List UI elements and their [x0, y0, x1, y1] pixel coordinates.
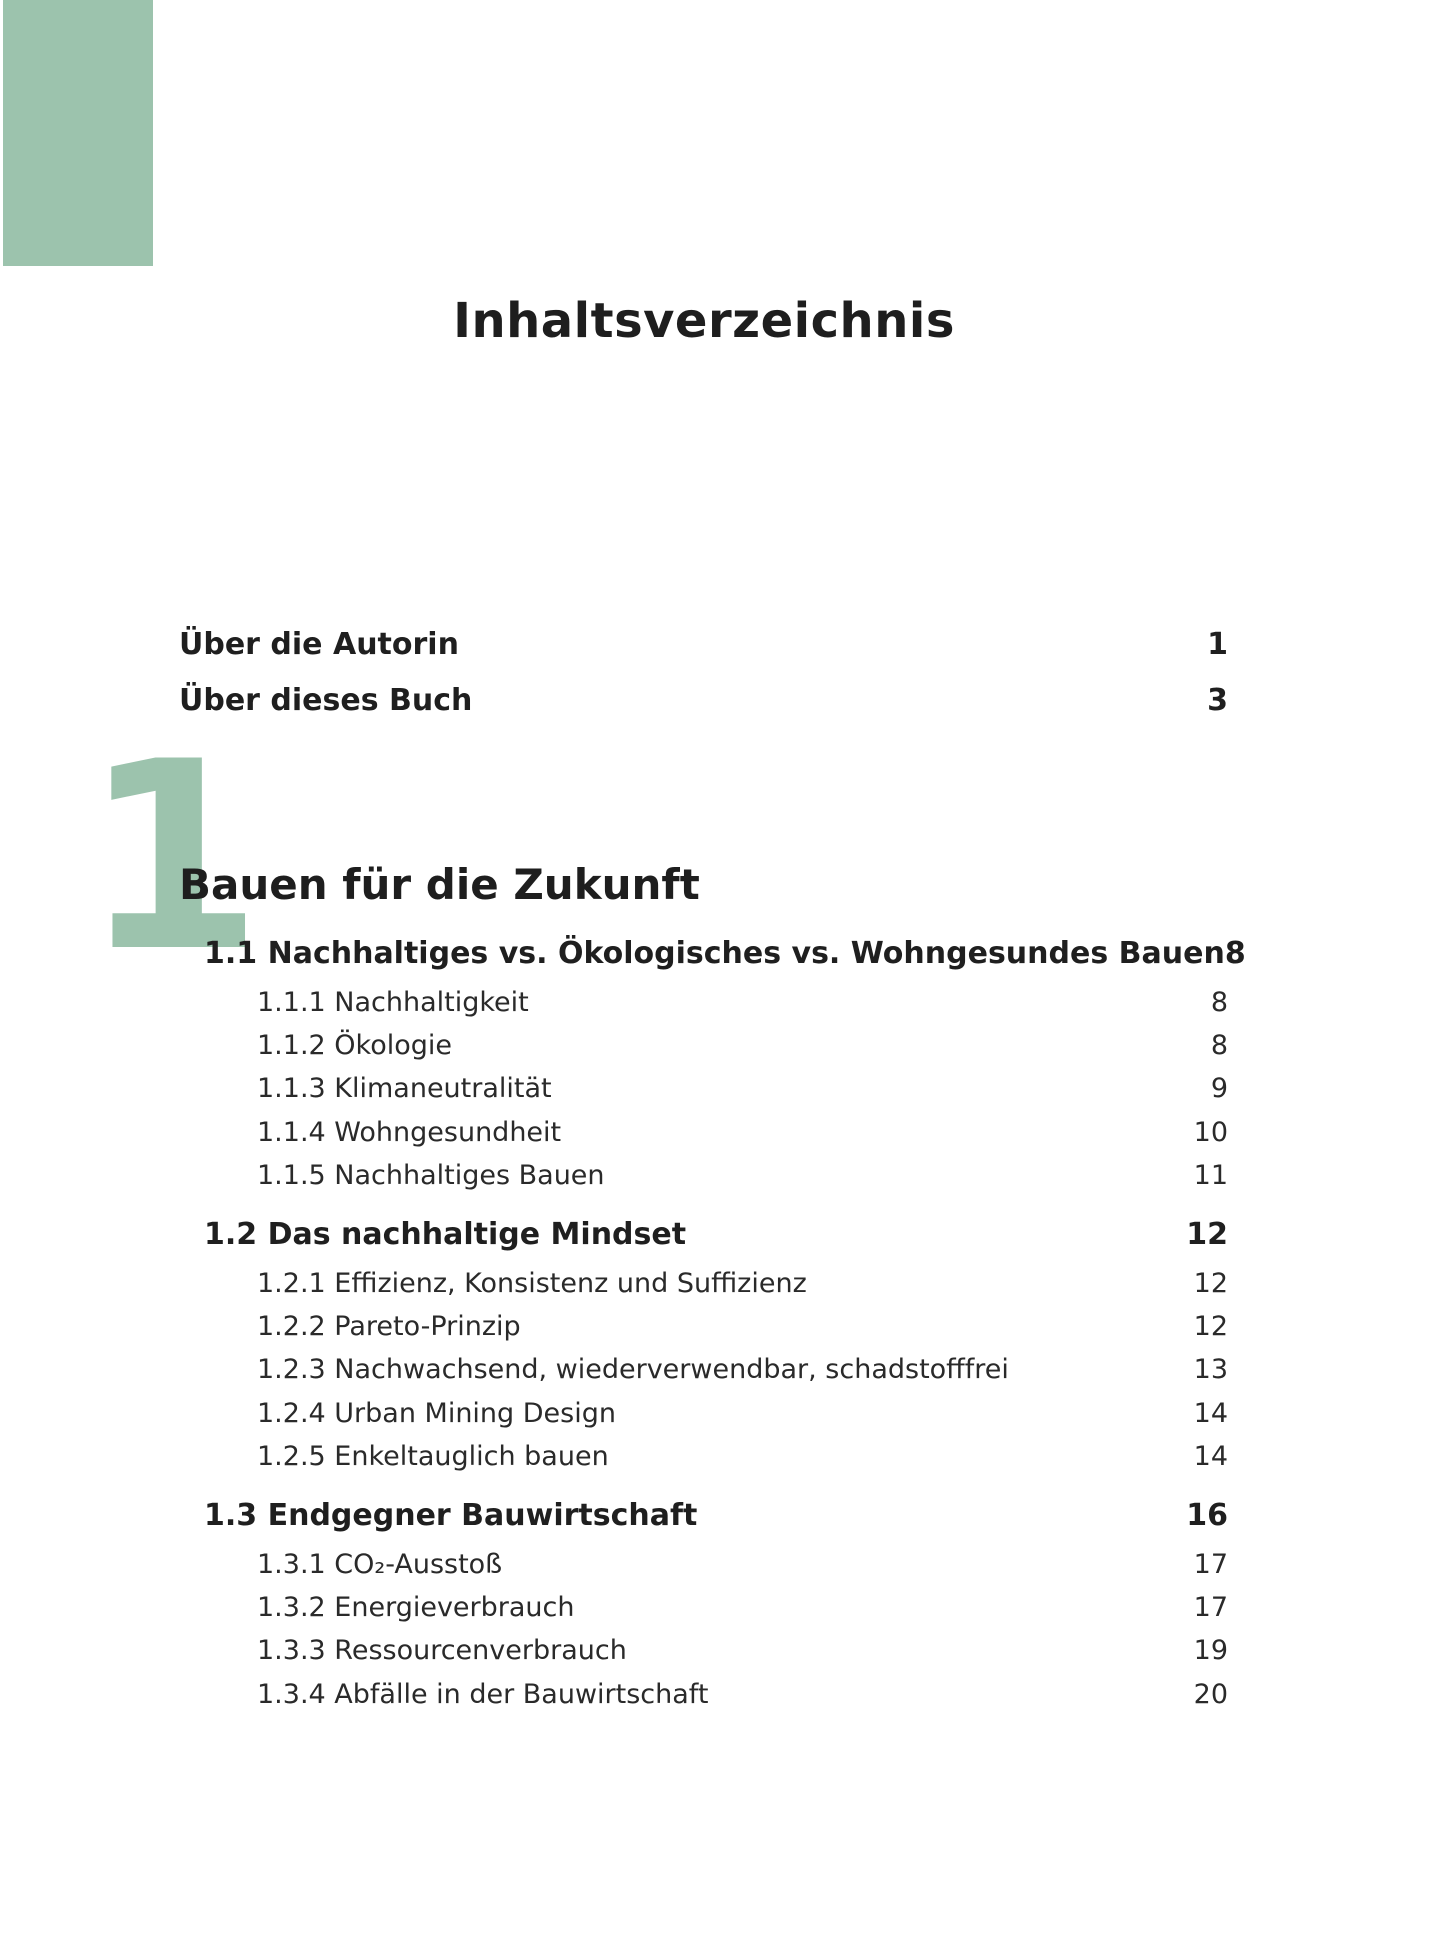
toc-entry-page: 13 — [1193, 1354, 1228, 1385]
toc-entry-label: 1.1.3 Klimaneutralität — [257, 1073, 552, 1104]
corner-accent-block — [3, 0, 153, 266]
toc-subsection[interactable] — [257, 1311, 1228, 1342]
chapter-title[interactable]: Bauen für die Zukunft — [179, 860, 700, 909]
toc-entry-label: 1.2.2 Pareto-Prinzip — [257, 1311, 521, 1342]
toc-entry-page: 17 — [1193, 1549, 1228, 1580]
toc-section-1-1[interactable] — [204, 936, 1246, 971]
toc-entry-label: 1.2.1 Effizienz, Konsistenz und Suffizienz — [257, 1268, 807, 1299]
toc-section-1-3[interactable] — [204, 1498, 1228, 1533]
toc-subsection[interactable] — [257, 1549, 1228, 1580]
toc-subsection[interactable] — [257, 1073, 1228, 1104]
toc-subsection[interactable] — [257, 1441, 1228, 1472]
toc-entry-page: 8 — [1210, 987, 1228, 1018]
toc-entry-label: Über die Autorin — [179, 627, 459, 662]
toc-subsection[interactable] — [257, 1679, 1228, 1710]
toc-entry-page: 1 — [1207, 627, 1228, 662]
toc-entry-page: 17 — [1193, 1592, 1228, 1623]
toc-entry-label: 1.3 Endgegner Bauwirtschaft — [204, 1498, 698, 1533]
toc-subsection[interactable] — [257, 1354, 1228, 1385]
toc-entry-page: 8 — [1210, 1030, 1228, 1061]
toc-entry-label: 1.1.4 Wohngesundheit — [257, 1117, 562, 1148]
toc-entry-label: 1.3.2 Energieverbrauch — [257, 1592, 575, 1623]
toc-entry-label: 1.2.4 Urban Mining Design — [257, 1398, 616, 1429]
toc-entry-page: 14 — [1193, 1398, 1228, 1429]
toc-subsection[interactable] — [257, 1592, 1228, 1623]
toc-subsection[interactable] — [257, 1398, 1228, 1429]
toc-entry-label: 1.1.1 Nachhaltigkeit — [257, 987, 529, 1018]
toc-entry-label: 1.1.5 Nachhaltiges Bauen — [257, 1160, 605, 1191]
page-title: Inhaltsverzeichnis — [453, 293, 955, 349]
toc-entry-label: 1.1 Nachhaltiges vs. Ökologisches vs. Wohngesundes Bauen — [204, 936, 1225, 971]
toc-entry-page: 12 — [1186, 1217, 1228, 1252]
toc-subsection[interactable] — [257, 987, 1228, 1018]
toc-entry-label: 1.2 Das nachhaltige Mindset — [204, 1217, 687, 1252]
toc-entry-page: 3 — [1207, 683, 1228, 718]
toc-entry-page: 11 — [1193, 1160, 1228, 1191]
toc-entry-page: 16 — [1186, 1498, 1228, 1533]
toc-entry-page: 8 — [1224, 936, 1246, 971]
toc-entry-page: 12 — [1193, 1268, 1228, 1299]
toc-subsection[interactable] — [257, 1030, 1228, 1061]
chapter-number: 1 — [82, 707, 263, 1009]
toc-entry-label: Über dieses Buch — [179, 683, 473, 718]
toc-subsection[interactable] — [257, 1117, 1228, 1148]
toc-entry-about-author[interactable] — [179, 627, 1228, 662]
toc-entry-page: 9 — [1210, 1073, 1228, 1104]
toc-entry-label: 1.3.1 CO₂-Ausstoß — [257, 1549, 503, 1580]
toc-subsection[interactable] — [257, 1160, 1228, 1191]
toc-entry-label: 1.1.2 Ökologie — [257, 1030, 452, 1061]
toc-entry-page: 19 — [1193, 1635, 1228, 1666]
toc-entry-page: 14 — [1193, 1441, 1228, 1472]
toc-entry-label: 1.3.3 Ressourcenverbrauch — [257, 1635, 627, 1666]
toc-entry-label: 1.2.5 Enkeltauglich bauen — [257, 1441, 609, 1472]
toc-entry-page: 20 — [1193, 1679, 1228, 1710]
toc-section-1-2[interactable] — [204, 1217, 1228, 1252]
toc-subsection[interactable] — [257, 1268, 1228, 1299]
toc-entry-page: 12 — [1193, 1311, 1228, 1342]
toc-entry-about-book[interactable] — [179, 683, 1228, 718]
toc-subsection[interactable] — [257, 1635, 1228, 1666]
toc-entry-page: 10 — [1193, 1117, 1228, 1148]
toc-entry-label: 1.2.3 Nachwachsend, wiederverwendbar, schadstofffrei — [257, 1354, 1009, 1385]
toc-entry-label: 1.3.4 Abfälle in der Bauwirtschaft — [257, 1679, 709, 1710]
